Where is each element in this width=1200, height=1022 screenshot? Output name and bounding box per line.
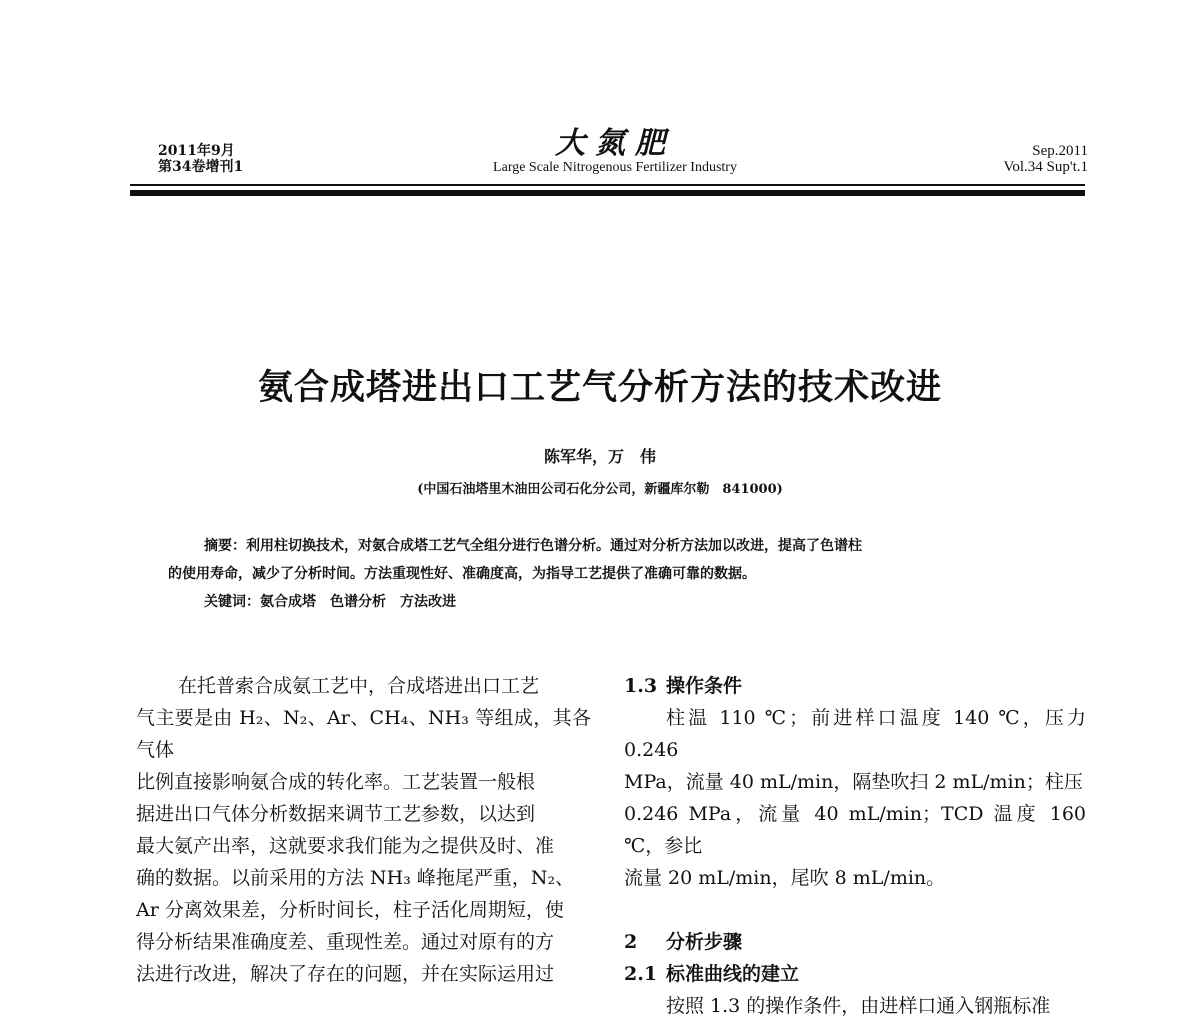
body-line: 得分析结果准确度差、重现性差。通过对原有的方 <box>136 931 555 953</box>
section-number: 2.1 <box>624 963 658 985</box>
section-title: 操作条件 <box>666 675 743 697</box>
body-line: 柱温 110 ℃；前进样口温度 140 ℃，压力 0.246 <box>624 707 1086 761</box>
section-number: 1.3 <box>624 675 658 697</box>
body-line: 最大氨产出率，这就要求我们能为之提供及时、准 <box>136 835 555 857</box>
spacer <box>624 894 1086 926</box>
keywords: 关键词：氨合成塔 色谱分析 方法改进 <box>204 594 456 610</box>
body-line: 确的数据。以前采用的方法 NH₃ 峰拖尾严重，N₂、 <box>136 867 575 889</box>
date-en: Sep.2011 <box>1032 143 1088 159</box>
body-line: Ar 分离效果差，分析时间长，柱子活化周期短，使 <box>136 899 564 921</box>
header-rule-thin <box>130 184 1085 186</box>
body-line: 比例直接影响氨合成的转化率。工艺装置一般根 <box>136 771 536 793</box>
section-number: 2 <box>624 931 638 953</box>
abstract <box>168 532 1048 616</box>
section-heading-2 <box>624 926 1086 958</box>
body-line: 0.246 MPa，流量 40 mL/min；TCD 温度 160 ℃，参比 <box>624 803 1086 857</box>
header-rule-thick <box>130 190 1085 196</box>
header-center <box>380 128 850 176</box>
right-column <box>624 670 1086 1022</box>
section-heading-2-1 <box>624 958 1086 990</box>
date-cn: 2011年9月 <box>158 143 235 159</box>
issue-cn: 第34卷增刊1 <box>158 159 244 175</box>
section-title: 分析步骤 <box>666 931 743 953</box>
affiliation: (中国石油塔里木油田公司石化分公司，新疆库尔勒 841000) <box>417 482 783 497</box>
left-column <box>136 670 591 990</box>
journal-logo: 大氮肥 <box>555 126 675 161</box>
issue-en: Vol.34 Sup't.1 <box>1003 159 1088 175</box>
section-title: 标准曲线的建立 <box>666 963 800 985</box>
journal-name-en: Large Scale Nitrogenous Fertilizer Industry <box>493 160 737 175</box>
header-left <box>158 143 243 175</box>
body-line: 按照 1.3 的操作条件，由进样口通入钢瓶标准 <box>666 995 1051 1017</box>
body-line: 在托普索合成氨工艺中，合成塔进出口工艺 <box>178 675 540 697</box>
body-line: 据进出口气体分析数据来调节工艺参数，以达到 <box>136 803 536 825</box>
body-line: 流量 20 mL/min，尾吹 8 mL/min。 <box>624 867 946 889</box>
abstract-line: 的使用寿命，减少了分析时间。方法重现性好、准确度高，为指导工艺提供了准确可靠的数据。 <box>168 566 756 582</box>
body-line: 法进行改进，解决了存在的问题，并在实际运用过 <box>136 963 555 985</box>
body-line: MPa，流量 40 mL/min，隔垫吹扫 2 mL/min；柱压 <box>624 771 1083 793</box>
body-line: 气主要是由 H₂、N₂、Ar、CH₄、NH₃ 等组成，其各气体 <box>136 707 591 761</box>
article-title: 氨合成塔进出口工艺气分析方法的技术改进 <box>257 368 942 408</box>
section-heading-1-3 <box>624 670 1086 702</box>
abstract-line: 摘要：利用柱切换技术，对氨合成塔工艺气全组分进行色谱分析。通过对分析方法加以改进，提高了色谱柱 <box>204 538 862 554</box>
authors: 陈军华，万 伟 <box>543 447 656 466</box>
header-right <box>1003 143 1088 175</box>
